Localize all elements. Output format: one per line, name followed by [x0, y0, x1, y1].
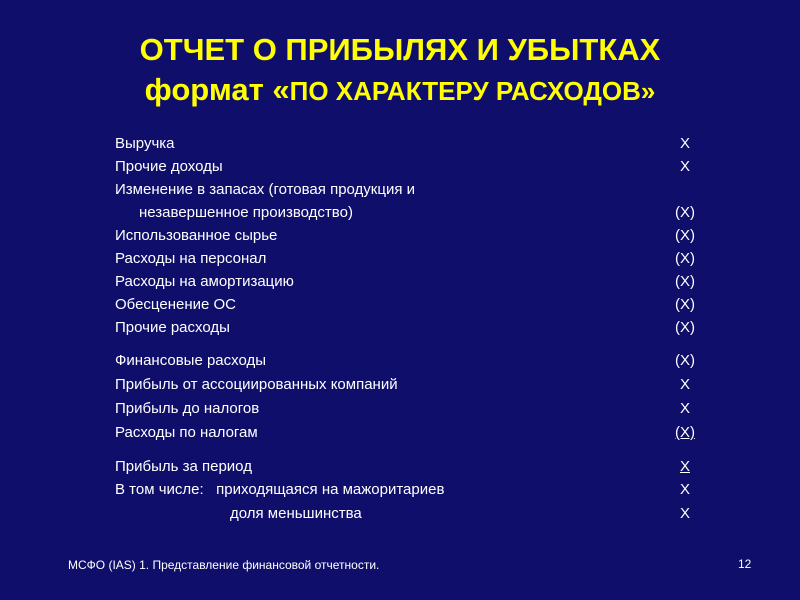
row-label: Прибыль от ассоциированных компаний: [115, 376, 398, 393]
row-label: Расходы по налогам: [115, 424, 258, 441]
row-label: Финансовые расходы: [115, 352, 267, 369]
row-revenue: [115, 132, 705, 155]
title-line-1: ОТЧЕТ О ПРИБЫЛЯХ И УБЫТКАХ: [139, 32, 661, 67]
slide-title: [0, 30, 800, 111]
row-label: незавершенное производство): [139, 204, 353, 221]
row-tax-expense: [115, 421, 705, 444]
row-label: Прочие расходы: [115, 319, 230, 336]
row-label: Расходы на персонал: [115, 250, 267, 267]
row-value: (X): [675, 296, 695, 313]
page-number: 12: [738, 557, 752, 571]
row-raw-materials: [115, 224, 705, 247]
row-label: Использованное сырье: [115, 227, 278, 244]
row-finance-costs: [115, 349, 705, 372]
row-attributable-majority: [115, 478, 705, 501]
row-label: Прибыль до налогов: [115, 400, 260, 417]
row-value: X: [679, 376, 690, 393]
row-value: X: [679, 135, 690, 152]
row-value: (X): [675, 204, 695, 221]
row-label: Прибыль за период: [115, 458, 252, 475]
row-value: X: [679, 158, 690, 175]
title-line-2: [0, 70, 800, 111]
row-value: (X): [675, 352, 695, 369]
row-inventory-change-line1: [115, 178, 705, 201]
row-value: X: [679, 505, 690, 522]
row-label: Изменение в запасах (готовая продукция и: [115, 181, 415, 198]
row-other-income: [115, 155, 705, 178]
row-other-expenses: [115, 316, 705, 339]
row-label: Прочие доходы: [115, 158, 223, 175]
row-depreciation: [115, 270, 705, 293]
title-line-2-rest: ПО ХАРАКТЕРУ РАСХОДОВ»: [289, 76, 656, 106]
row-profit-for-period: [115, 455, 705, 478]
row-label: Расходы на амортизацию: [115, 273, 294, 290]
row-value: (X): [675, 424, 695, 441]
row-personnel-expenses: [115, 247, 705, 270]
footer-text: МСФО (IAS) 1. Представление финансовой отчетности.: [68, 558, 380, 572]
row-inventory-change-line2: [115, 201, 705, 224]
row-value: (X): [675, 273, 695, 290]
row-associates-profit: [115, 373, 705, 396]
row-profit-before-tax: [115, 397, 705, 420]
title-line-2-lead: формат «: [144, 72, 290, 107]
row-value: X: [679, 458, 690, 475]
row-label: доля меньшинства: [230, 505, 362, 522]
row-label: Выручка: [115, 135, 175, 152]
row-value: X: [679, 400, 690, 417]
row-value: X: [679, 481, 690, 498]
row-impairment: [115, 293, 705, 316]
row-label: Обесценение ОС: [115, 296, 236, 313]
row-label: В том числе: приходящаяся на мажоритариев: [115, 481, 445, 498]
row-value: (X): [675, 227, 695, 244]
row-minority-interest: [115, 502, 705, 525]
row-value: (X): [675, 319, 695, 336]
row-value: (X): [675, 250, 695, 267]
